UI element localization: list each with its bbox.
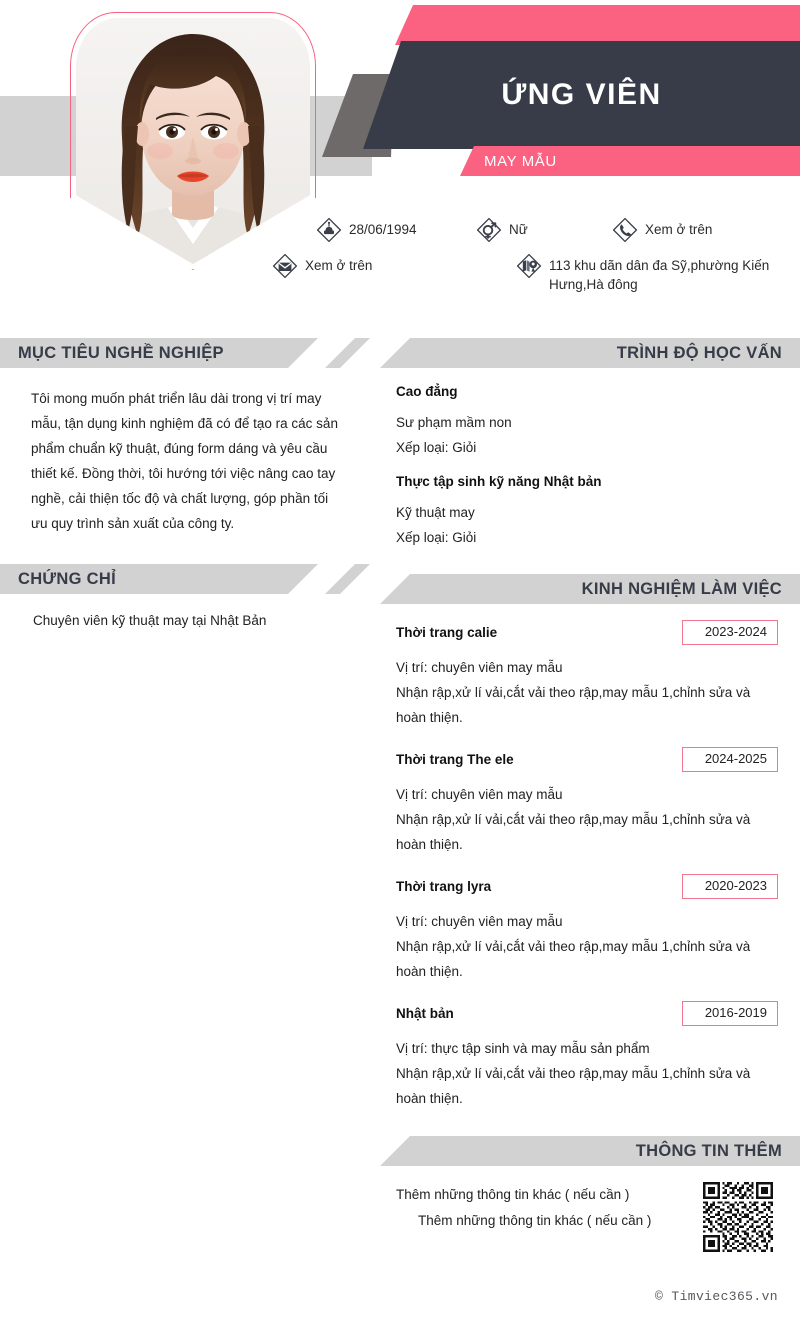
contact-phone (612, 217, 712, 243)
experience-company: Thời trang The ele (396, 752, 514, 767)
section-header-objective (0, 338, 380, 368)
experience-company: Thời trang calie (396, 625, 498, 640)
section-header-experience (380, 574, 800, 604)
contact-email-value: Xem ở trên (305, 258, 373, 273)
education-major: Kỹ thuật may (396, 505, 475, 520)
section-title-experience: KINH NGHIỆM LÀM VIỆC (581, 579, 782, 598)
right-column (380, 338, 800, 1276)
spacer (0, 536, 380, 564)
avatar (70, 12, 316, 270)
section-title-more-info: THÔNG TIN THÊM (635, 1141, 782, 1160)
experience-item (396, 620, 778, 730)
section-title-education: TRÌNH ĐỘ HỌC VẤN (616, 343, 782, 362)
section-title-certificates: CHỨNG CHỈ (18, 569, 116, 588)
experience-detail: Nhận rập,xử lí vải,cắt vải theo rập,may mẫu 1,chỉnh sửa và hoàn thiện. (396, 939, 751, 979)
cake-icon (316, 217, 342, 243)
experience-company: Thời trang lyra (396, 879, 492, 894)
qr-code-matrix (694, 1182, 782, 1252)
experience-block (380, 604, 800, 1111)
avatar-frame-outline (70, 12, 316, 270)
certificates-block (0, 594, 380, 632)
left-column (0, 338, 380, 632)
objective-block (0, 368, 380, 536)
contact-dob (316, 217, 417, 243)
section-header-chip (325, 338, 370, 368)
job-position-title: MAY MẪU (484, 152, 557, 170)
section-header-more-info (380, 1136, 800, 1166)
cv-header (0, 0, 800, 330)
experience-detail: Nhận rập,xử lí vải,cắt vải theo rập,may mẫu 1,chỉnh sửa và hoàn thiện. (396, 685, 751, 725)
experience-date-badge: 2024-2025 (682, 747, 778, 772)
experience-item-head (396, 1001, 778, 1026)
envelope-icon (272, 253, 298, 279)
experience-detail: Nhận rập,xử lí vải,cắt vải theo rập,may mẫu 1,chỉnh sửa và hoàn thiện. (396, 1066, 751, 1106)
spacer (380, 1128, 800, 1136)
section-header-education (380, 338, 800, 368)
education-grade: Xếp loại: Giỏi (396, 530, 477, 545)
more-info-lines (396, 1182, 696, 1234)
section-header-certificates (0, 564, 380, 594)
gender-icon (476, 217, 502, 243)
education-item (396, 384, 778, 460)
phone-icon (612, 217, 638, 243)
experience-item (396, 1001, 778, 1111)
education-degree: Cao đẳng (396, 384, 458, 399)
contact-gender (476, 217, 528, 243)
objective-text: Tôi mong muốn phát triển lâu dài trong vị trí may mẫu, tận dụng kinh nghiệm đã có để tạo ra các sản phẩm chuẩn kỹ thuật, đúng form dáng và yêu cầu thiết kế. Đồng thời, tôi hướng tới việc nâng cao tay nghề, cải thiện tốc độ và chất lượng, góp phần tối ưu quy trình sản xuất của công ty. (31, 391, 338, 531)
experience-company: Nhật bản (396, 1006, 454, 1021)
experience-item (396, 874, 778, 984)
experience-item-head (396, 747, 778, 772)
qr-code-icon (694, 1182, 782, 1252)
page-title: ỨNG VIÊN (501, 78, 662, 111)
experience-date-badge: 2023-2024 (682, 620, 778, 645)
more-info-block (380, 1166, 800, 1276)
experience-position: Vị trí: chuyên viên may mẫu (396, 914, 563, 929)
more-info-line-1: Thêm những thông tin khác ( nếu cần ) (396, 1187, 630, 1202)
section-header-chip (325, 564, 370, 594)
spacer (380, 564, 800, 574)
education-degree: Thực tập sinh kỹ năng Nhật bản (396, 474, 602, 489)
experience-position: Vị trí: chuyên viên may mẫu (396, 660, 563, 675)
header-pink-top-banner (395, 5, 800, 45)
map-pin-icon (516, 253, 542, 279)
education-grade: Xếp loại: Giỏi (396, 440, 477, 455)
education-item (396, 474, 778, 550)
experience-date-badge: 2020-2023 (682, 874, 778, 899)
experience-position: Vị trí: thực tập sinh và may mẫu sản phẩm (396, 1041, 650, 1056)
section-title-objective: MỤC TIÊU NGHỀ NGHIỆP (18, 343, 224, 362)
contact-info (305, 210, 800, 320)
footer-credit: © Timviec365.vn (654, 1289, 778, 1304)
contact-address (516, 253, 776, 294)
certificate-item: Chuyên viên kỹ thuật may tại Nhật Bản (33, 613, 267, 628)
contact-gender-value: Nữ (509, 222, 528, 237)
experience-date-badge: 2016-2019 (682, 1001, 778, 1026)
education-major: Sư phạm mầm non (396, 415, 512, 430)
more-info-line-2: Thêm những thông tin khác ( nếu cần ) (418, 1213, 652, 1228)
contact-phone-value: Xem ở trên (645, 222, 713, 237)
contact-dob-value: 28/06/1994 (349, 222, 417, 237)
experience-position: Vị trí: chuyên viên may mẫu (396, 787, 563, 802)
experience-item-head (396, 874, 778, 899)
education-block (380, 368, 800, 550)
experience-item-head (396, 620, 778, 645)
experience-item (396, 747, 778, 857)
experience-detail: Nhận rập,xử lí vải,cắt vải theo rập,may mẫu 1,chỉnh sửa và hoàn thiện. (396, 812, 751, 852)
contact-email (272, 253, 372, 279)
contact-address-value: 113 khu dãn dân đa Sỹ,phường Kiến Hưng,Hà đông (549, 258, 770, 292)
